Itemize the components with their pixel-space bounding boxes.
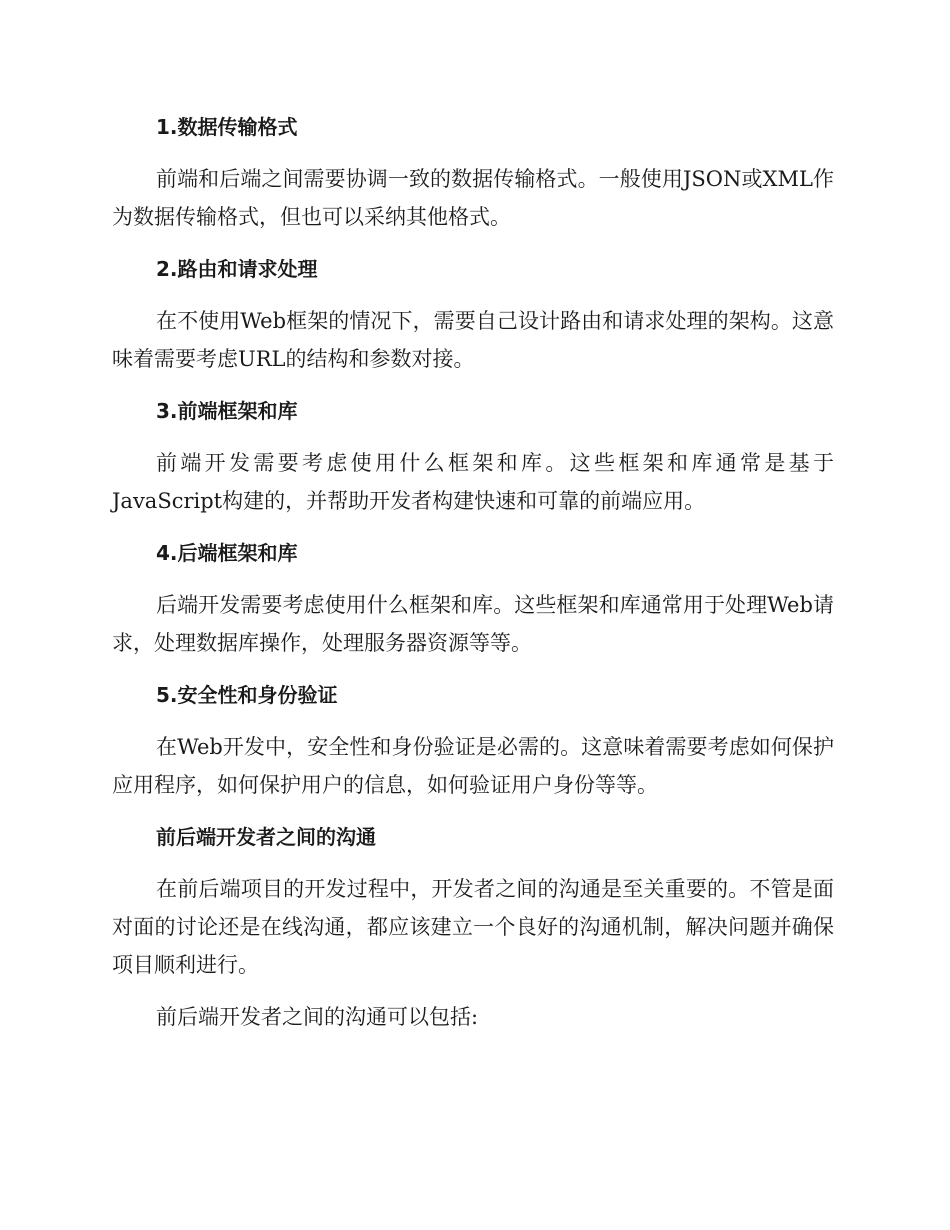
section-paragraph-data-format: 前端和后端之间需要协调一致的数据传输格式。一般使用JSON或XML作为数据传输格式，但也可以采纳其他格式。 <box>112 167 834 229</box>
section-heading-security: 5.安全性和身份验证 <box>156 683 338 707</box>
section-heading-data-format: 1.数据传输格式 <box>156 115 298 139</box>
section-heading-communication: 前后端开发者之间的沟通 <box>156 825 376 849</box>
section-heading-backend-frameworks: 4.后端框架和库 <box>156 541 298 565</box>
document-page <box>112 108 834 1050</box>
section-heading-frontend-frameworks: 3.前端框架和库 <box>156 399 298 423</box>
section-paragraph-frontend-frameworks: 前端开发需要考虑使用什么框架和库。这些框架和库通常是基于JavaScript构建的，并帮助开发者构建快速和可靠的前端应用。 <box>112 451 834 513</box>
section-heading-routing: 2.路由和请求处理 <box>156 257 318 281</box>
section-paragraph-communication: 在前后端项目的开发过程中，开发者之间的沟通是至关重要的。不管是面对面的讨论还是在线沟通，都应该建立一个良好的沟通机制，解决问题并确保项目顺利进行。 <box>112 877 834 977</box>
section-paragraph-backend-frameworks: 后端开发需要考虑使用什么框架和库。这些框架和库通常用于处理Web请求，处理数据库操作，处理服务器资源等等。 <box>112 593 834 655</box>
closing-paragraph: 前后端开发者之间的沟通可以包括: <box>156 1005 479 1029</box>
section-paragraph-security: 在Web开发中，安全性和身份验证是必需的。这意味着需要考虑如何保护应用程序，如何保护用户的信息，如何验证用户身份等等。 <box>112 735 834 797</box>
section-paragraph-routing: 在不使用Web框架的情况下，需要自己设计路由和请求处理的架构。这意味着需要考虑URL的结构和参数对接。 <box>112 309 834 371</box>
